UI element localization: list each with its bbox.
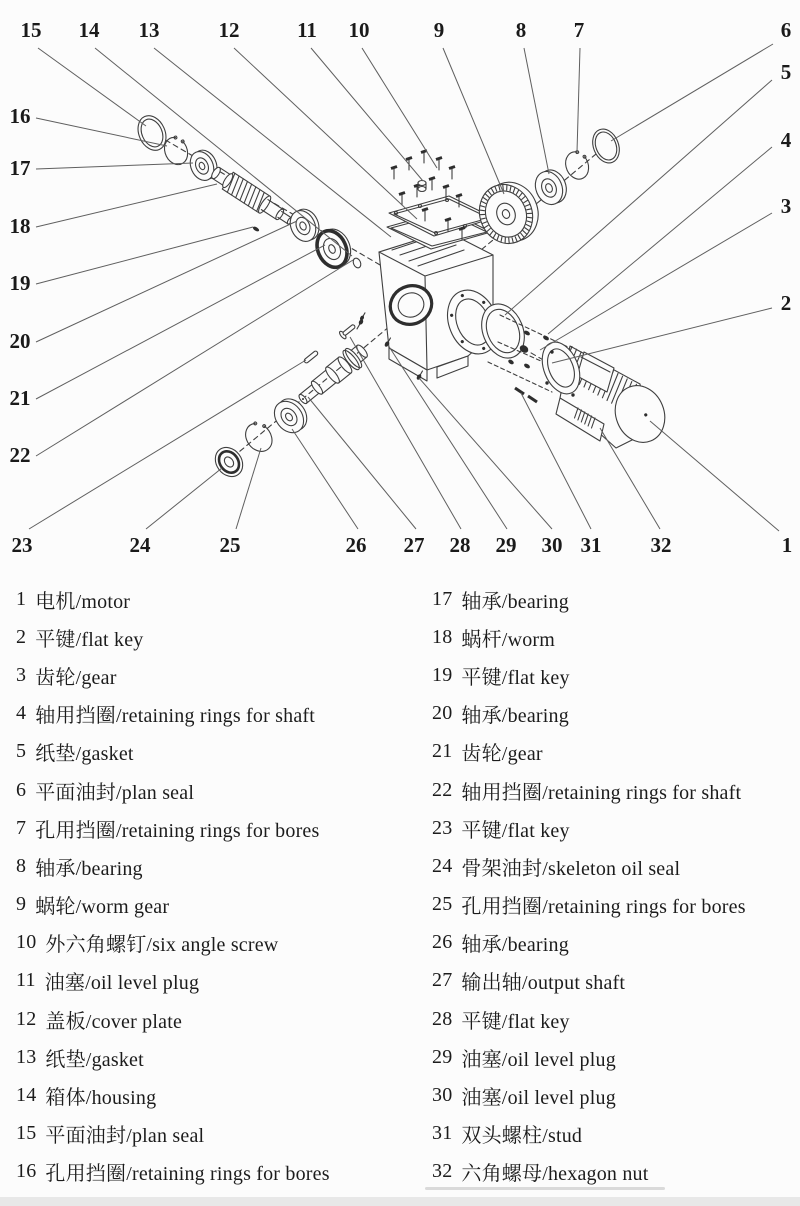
callout-number: 2 [780, 291, 792, 315]
flat-key-28-drawing [338, 322, 357, 340]
callout-number: 10 [348, 18, 370, 42]
leader-line [524, 48, 549, 174]
small-screw-drawing [355, 319, 364, 330]
leader-line [38, 48, 146, 126]
part-list-item [16, 886, 416, 924]
leader-line [600, 428, 660, 529]
callout-number: 16 [9, 104, 31, 128]
part-list-item [432, 618, 800, 656]
screw-drawing [391, 167, 397, 180]
callout-number: 19 [9, 271, 31, 295]
bearing-8-drawing [531, 166, 572, 209]
callout-number: 11 [297, 18, 317, 42]
part-name: 平键/flat key [35, 628, 144, 651]
leader-line [36, 221, 297, 342]
housing-drawing [359, 231, 507, 381]
callout-number: 17 [9, 156, 31, 180]
callout-number: 3 [780, 194, 792, 218]
part-number: 5 [16, 740, 27, 763]
part-number: 24 [432, 854, 453, 877]
leader-line [650, 421, 779, 531]
leader-line [540, 213, 772, 350]
part-number: 26 [432, 931, 453, 954]
part-list-item [432, 1000, 800, 1038]
screw-drawing [421, 151, 427, 164]
leader-line [552, 308, 772, 363]
parts-list-right-column [432, 580, 800, 1191]
bearing-17-drawing [186, 146, 221, 184]
part-number: 4 [16, 702, 27, 725]
part-list-item [16, 809, 416, 847]
part-name: 蜗轮/worm gear [35, 896, 170, 919]
part-list-item [432, 656, 800, 694]
part-name: 双头螺柱/stud [461, 1125, 583, 1148]
part-name: 齿轮/gear [35, 666, 117, 689]
callout-number: 15 [20, 18, 42, 42]
part-number: 3 [16, 663, 27, 686]
part-name: 六角螺母/hexagon nut [461, 1163, 649, 1186]
flat-key-23-drawing [303, 350, 318, 363]
stud-31-drawing [515, 388, 537, 402]
retaining-ring-7-drawing [562, 148, 593, 182]
callout-number: 29 [495, 533, 517, 557]
part-number: 32 [432, 1160, 453, 1183]
leader-line [36, 163, 193, 169]
part-name: 孔用挡圈/retaining rings for bores [461, 896, 746, 919]
plan-seal-6-drawing [588, 125, 624, 167]
retaining-ring-22-drawing [352, 257, 362, 269]
screw-drawing [429, 178, 435, 191]
callout-number: 26 [345, 533, 367, 557]
part-list-item [432, 1038, 800, 1076]
part-number: 1 [16, 587, 27, 610]
callout-number: 25 [219, 533, 241, 557]
part-number: 22 [432, 778, 453, 801]
part-name: 蜗杆/worm [461, 628, 556, 651]
motor-drawing [535, 337, 673, 450]
part-list-item [16, 580, 416, 618]
part-name: 箱体/housing [45, 1087, 157, 1110]
part-number: 19 [432, 663, 453, 686]
leader-line [362, 48, 437, 168]
part-list-item [432, 580, 800, 618]
callout-number: 12 [218, 18, 240, 42]
callout-number: 24 [129, 533, 151, 557]
part-name: 平键/flat key [461, 1010, 570, 1033]
screw-drawing [436, 158, 442, 171]
callout-number: 5 [780, 60, 792, 84]
part-name: 油塞/oil level plug [461, 1048, 616, 1071]
part-name: 轴承/bearing [35, 857, 143, 880]
part-name: 油塞/oil level plug [461, 1087, 616, 1110]
leader-line [419, 378, 552, 529]
part-list-item [16, 771, 416, 809]
part-number: 2 [16, 625, 27, 648]
flat-key-19-drawing [252, 226, 260, 233]
leader-line [311, 48, 423, 181]
part-number: 12 [16, 1007, 37, 1030]
part-list-item [432, 695, 800, 733]
part-number: 17 [432, 587, 453, 610]
scan-artifact [425, 1187, 665, 1190]
part-name: 盖板/cover plate [45, 1010, 183, 1033]
leader-line [36, 184, 217, 227]
part-list-item [16, 733, 416, 771]
part-name: 纸垫/gasket [45, 1048, 144, 1071]
part-number: 6 [16, 778, 27, 801]
leader-line [308, 397, 416, 529]
part-list-item [432, 771, 800, 809]
part-name: 齿轮/gear [461, 743, 543, 766]
part-name: 骨架油封/skeleton oil seal [461, 857, 681, 880]
leader-line [146, 468, 222, 529]
part-number: 16 [16, 1160, 37, 1183]
part-name: 输出轴/output shaft [461, 972, 626, 995]
parts-list-left-column [16, 580, 416, 1191]
part-list-item [16, 695, 416, 733]
part-number: 20 [432, 702, 453, 725]
part-number: 15 [16, 1122, 37, 1145]
part-list-item [16, 962, 416, 1000]
part-number: 31 [432, 1122, 453, 1145]
leader-line [611, 44, 773, 141]
leader-line [292, 429, 358, 529]
part-list-item [432, 809, 800, 847]
callout-number: 30 [541, 533, 563, 557]
part-list-item [432, 1076, 800, 1114]
part-name: 油塞/oil level plug [44, 972, 200, 995]
part-number: 8 [16, 854, 27, 877]
exploded-view-diagram [0, 0, 800, 565]
part-name: 轴用挡圈/retaining rings for shaft [461, 781, 742, 804]
callout-number: 6 [780, 18, 792, 42]
callout-number: 4 [780, 128, 792, 152]
part-number: 9 [16, 893, 27, 916]
callout-number: 18 [9, 214, 31, 238]
callout-number: 28 [449, 533, 471, 557]
part-name: 电机/motor [35, 590, 131, 613]
part-list-item [16, 924, 416, 962]
part-number: 25 [432, 893, 453, 916]
part-list-item [432, 886, 800, 924]
callout-number: 21 [9, 386, 31, 410]
callout-number: 27 [403, 533, 425, 557]
callout-number: 32 [650, 533, 672, 557]
part-list-item [432, 847, 800, 885]
callout-number: 8 [515, 18, 527, 42]
part-number: 14 [16, 1084, 37, 1107]
part-number: 30 [432, 1084, 453, 1107]
part-list-item [16, 847, 416, 885]
callout-number: 31 [580, 533, 602, 557]
part-number: 18 [432, 625, 453, 648]
part-number: 23 [432, 816, 453, 839]
part-number: 10 [16, 931, 37, 954]
part-list-item [432, 962, 800, 1000]
part-name: 外六角螺钉/six angle screw [45, 934, 279, 957]
part-name: 轴承/bearing [461, 705, 569, 728]
part-list-item [16, 1115, 416, 1153]
part-list-item [432, 1153, 800, 1191]
part-list-item [16, 656, 416, 694]
part-name: 轴用挡圈/retaining rings for shaft [35, 705, 316, 728]
leader-line [548, 147, 772, 334]
leader-line [29, 360, 306, 529]
part-number: 21 [432, 740, 453, 763]
leader-line [95, 48, 352, 256]
part-list-item [432, 733, 800, 771]
part-name: 纸垫/gasket [35, 743, 134, 766]
part-name: 平键/flat key [461, 819, 570, 842]
output-shaft-27-drawing [294, 340, 372, 410]
callout-number: 23 [11, 533, 33, 557]
part-number: 11 [16, 969, 36, 992]
part-list-item [16, 618, 416, 656]
part-name: 平键/flat key [461, 666, 570, 689]
callout-number: 22 [9, 443, 31, 467]
part-list-item [16, 1000, 416, 1038]
leader-line [154, 48, 391, 237]
part-name: 孔用挡圈/retaining rings for bores [45, 1163, 330, 1186]
callout-number: 13 [138, 18, 160, 42]
leader-line [36, 227, 253, 284]
part-name: 孔用挡圈/retaining rings for bores [35, 819, 320, 842]
part-number: 27 [432, 969, 453, 992]
callout-number: 20 [9, 329, 31, 353]
part-list-item [16, 1038, 416, 1076]
part-number: 7 [16, 816, 27, 839]
bottom-scan-bar [0, 1197, 800, 1206]
callout-number: 1 [781, 533, 793, 557]
part-list-item [432, 1115, 800, 1153]
leader-line [577, 48, 580, 152]
part-list-item [16, 1076, 416, 1114]
part-name: 轴承/bearing [461, 590, 569, 613]
callout-number: 7 [573, 18, 585, 42]
part-list-item [432, 924, 800, 962]
retaining-ring-25-drawing [240, 418, 278, 457]
callout-number: 9 [433, 18, 445, 42]
callout-number: 14 [78, 18, 100, 42]
part-number: 29 [432, 1045, 453, 1068]
part-number: 13 [16, 1045, 37, 1068]
part-number: 28 [432, 1007, 453, 1030]
part-list-item [16, 1153, 416, 1191]
skeleton-oil-seal-24-drawing [210, 442, 249, 482]
part-name: 轴承/bearing [461, 934, 569, 957]
screw-drawing [449, 167, 455, 180]
part-name: 平面油封/plan seal [35, 781, 195, 804]
plan-seal-15-drawing [133, 111, 171, 154]
part-name: 平面油封/plan seal [45, 1125, 205, 1148]
